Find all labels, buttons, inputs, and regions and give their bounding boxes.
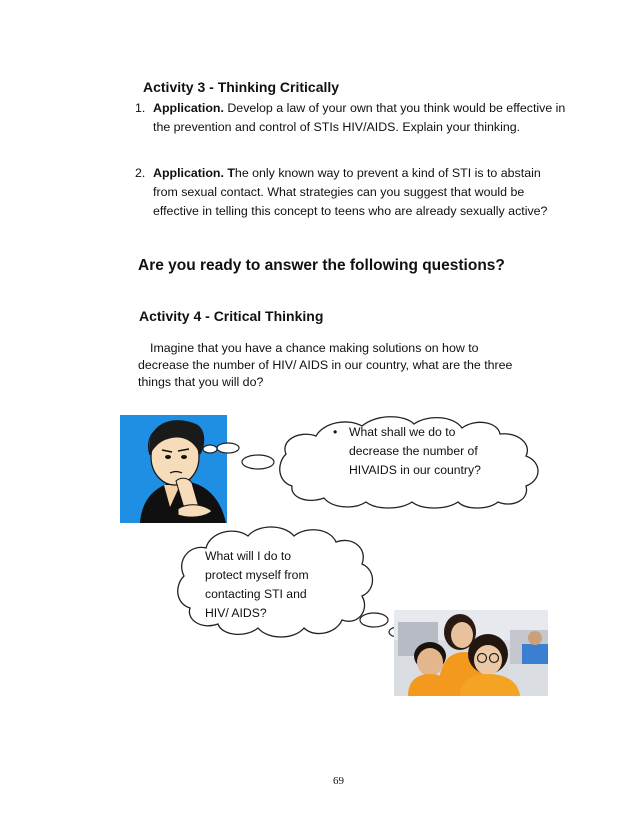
item-number: 1.	[135, 101, 146, 115]
item-label: Application.	[153, 101, 224, 115]
cloud1-text: What shall we do to decrease the number of HIVAIDS in our country?	[349, 425, 481, 477]
item-label: Application. T	[153, 166, 235, 180]
page-number: 69	[333, 775, 344, 787]
list-item	[135, 164, 575, 244]
cloud2-text: What will I do to protect myself from contacting STI and HIV/ AIDS?	[205, 549, 309, 620]
item-number: 2.	[135, 166, 146, 180]
item-text: Develop a law of your own that you think would be effective in the prevention and control of STIs HIV/AIDS. Explain your thinking.	[153, 101, 566, 134]
list-item	[135, 99, 575, 159]
activity3-title: Activity 3 - Thinking Critically	[143, 79, 340, 95]
kids-photo	[394, 610, 548, 696]
item-text: he only known way to prevent a kind of STI is to abstain from sexual contact. What strategies can you suggest that would be effective in telling this concept to teens who are already sexually active?	[153, 166, 548, 218]
activity4-title: Activity 4 - Critical Thinking	[139, 308, 324, 324]
section-heading: Are you ready to answer the following questions?	[138, 257, 505, 274]
bullet-glyph: •	[333, 425, 338, 439]
activity4-paragraph: Imagine that you have a chance making solutions on how to decrease the number of HIV/ AIDS in our country, what are the three things that you will do?	[138, 341, 513, 389]
